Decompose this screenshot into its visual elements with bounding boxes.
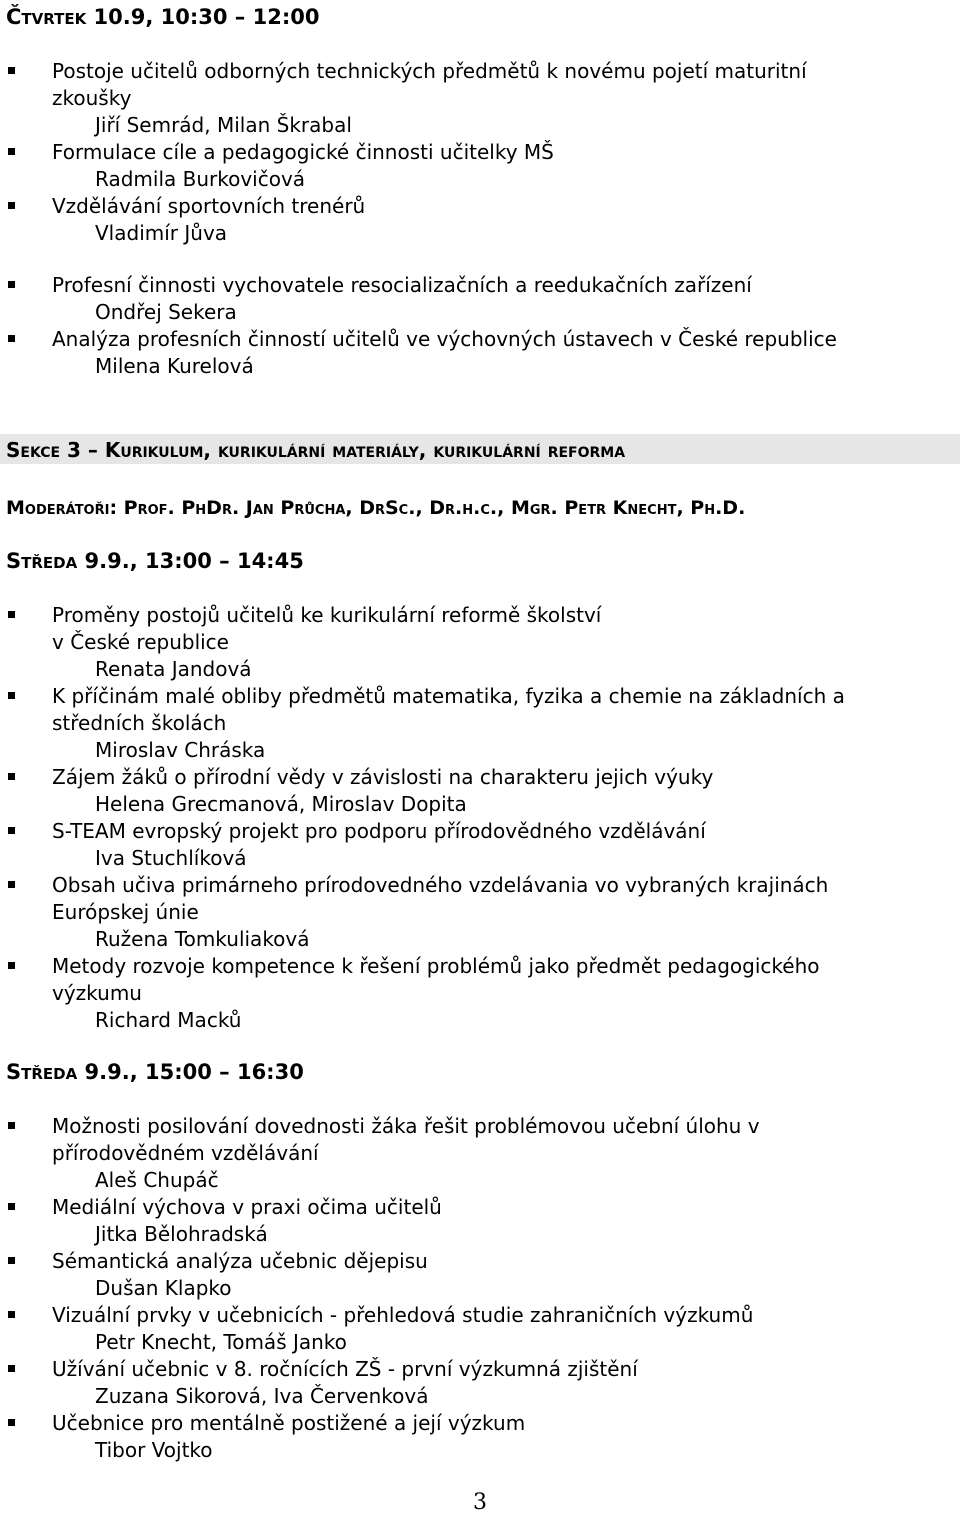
bullet-icon [8,962,15,969]
talk-author: Iva Stuchlíková [95,846,247,870]
talk-item [0,272,960,326]
talk-item [0,1194,960,1248]
bullet-icon [8,611,15,618]
talk-item [0,953,960,1034]
talk-title: S-TEAM evropský projekt pro podporu přírodovědného vzdělávání [52,819,706,843]
bullet-icon [8,281,15,288]
talk-item [0,139,960,193]
bullet-icon [8,1203,15,1210]
session-header: Čtvrtek 10.9, 10:30 – 12:00 [6,5,320,29]
talk-author: Richard Macků [95,1008,242,1032]
session-header: Středa 9.9., 13:00 – 14:45 [6,549,304,573]
talk-title: Postoje učitelů odborných technických předmětů k novému pojetí maturitní zkoušky [52,59,807,110]
talk-title: Obsah učiva primárneho prírodovedného vzdelávania vo vybraných krajinách Európskej únie [52,873,829,924]
bullet-icon [8,827,15,834]
talk-author: Jitka Bělohradská [95,1222,268,1246]
talk-title: Formulace cíle a pedagogické činnosti učitelky MŠ [52,140,554,164]
talk-author: Tibor Vojtko [95,1438,213,1462]
talk-title: Možnosti posilování dovednosti žáka řešit problémovou učební úlohu v přírodovědném vzdělávání [52,1114,760,1165]
bullet-icon [8,1311,15,1318]
talk-title: Analýza profesních činností učitelů ve výchovných ústavech v České republice [52,327,837,351]
bullet-icon [8,148,15,155]
talk-item [0,326,960,380]
bullet-icon [8,881,15,888]
talk-item [0,683,960,764]
bullet-icon [8,67,15,74]
talk-author: Miroslav Chráska [95,738,266,762]
page-number: 3 [473,1490,487,1515]
talk-title: Proměny postojů učitelů ke kurikulární reformě školství v České republice [52,603,602,654]
talk-author: Helena Grecmanová, Miroslav Dopita [95,792,467,816]
talk-item [0,58,960,139]
talk-item [0,872,960,953]
talk-author: Radmila Burkovičová [95,167,306,191]
talk-title: Profesní činnosti vychovatele resocializačních a reedukačních zařízení [52,273,752,297]
talk-author: Ružena Tomkuliaková [95,927,310,951]
talk-author: Jiří Semrád, Milan Škrabal [95,113,352,137]
talk-list [0,58,960,247]
talk-author: Ondřej Sekera [95,300,237,324]
talk-title: Metody rozvoje kompetence k řešení problémů jako předmět pedagogického výzkumu [52,954,820,1005]
talk-item [0,1248,960,1302]
talk-item [0,818,960,872]
talk-title: Učebnice pro mentálně postižené a její výzkum [52,1411,526,1435]
talk-list [0,272,960,380]
talk-title: Sémantická analýza učebnic dějepisu [52,1249,428,1273]
talk-author: Vladimír Jůva [95,221,228,245]
talk-item [0,1113,960,1194]
talk-author: Milena Kurelová [95,354,254,378]
session-header: Středa 9.9., 15:00 – 16:30 [6,1060,304,1084]
talk-title: Mediální výchova v praxi očima učitelů [52,1195,442,1219]
bullet-icon [8,1122,15,1129]
section-title: Sekce 3 – Kurikulum, kurikulární materiály, kurikulární reforma [6,438,626,462]
talk-author: Zuzana Sikorová, Iva Červenková [95,1384,429,1408]
talk-item [0,764,960,818]
bullet-icon [8,335,15,342]
talk-author: Dušan Klapko [95,1276,232,1300]
bullet-icon [8,692,15,699]
talk-title: Vzdělávání sportovních trenérů [52,194,366,218]
talk-title: K příčinám malé obliby předmětů matematika, fyzika a chemie na základních a středních školách [52,684,845,735]
talk-title: Zájem žáků o přírodní vědy v závislosti na charakteru jejich výuky [52,765,714,789]
talk-item [0,1356,960,1410]
bullet-icon [8,1419,15,1426]
talk-title: Vizuální prvky v učebnicích - přehledová studie zahraničních výzkumů [52,1303,754,1327]
talk-author: Petr Knecht, Tomáš Janko [95,1330,347,1354]
bullet-icon [8,1365,15,1372]
moderators-line: Moderátoři: Prof. PhDr. Jan Průcha, DrSc., Dr.h.c., Mgr. Petr Knecht, Ph.D. [6,497,746,519]
talk-author: Aleš Chupáč [95,1168,219,1192]
talk-item [0,1410,960,1464]
talk-title: Užívání učebnic v 8. ročnících ZŠ - první výzkumná zjištění [52,1357,638,1381]
bullet-icon [8,773,15,780]
talk-list [0,1113,960,1464]
bullet-icon [8,1257,15,1264]
bullet-icon [8,202,15,209]
talk-item [0,602,960,683]
talk-author: Renata Jandová [95,657,252,681]
talk-list [0,602,960,1034]
talk-item [0,1302,960,1356]
talk-item [0,193,960,247]
